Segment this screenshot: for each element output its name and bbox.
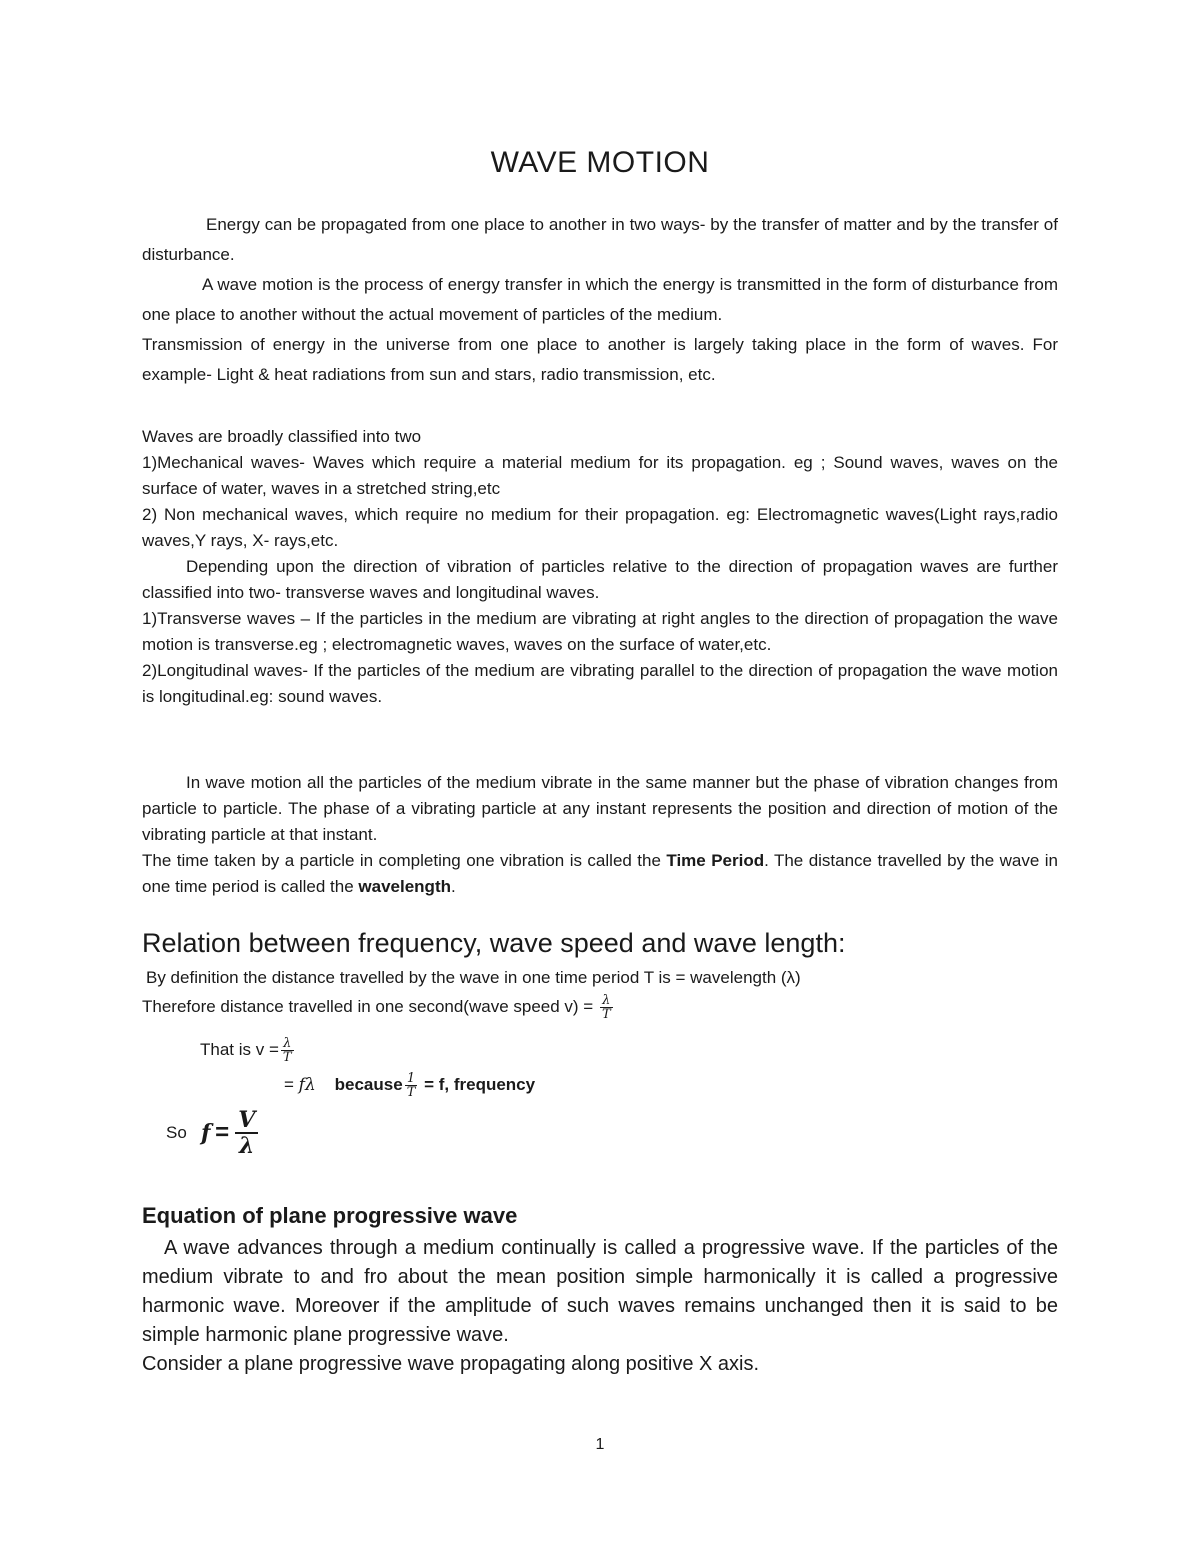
that-is-text: That is v = (200, 1039, 279, 1059)
one-over-T-fraction (405, 1072, 418, 1099)
wavelength-term: wavelength (358, 877, 451, 896)
relation-line-2 (142, 994, 615, 1021)
v-fraction (281, 1037, 294, 1064)
relation-heading: Relation between frequency, wave speed and wave length: (142, 928, 846, 958)
frequency-suffix: = f, frequency (419, 1074, 536, 1094)
intro-section (142, 210, 1058, 390)
non-mechanical-waves-item: 2) Non mechanical waves, which require no medium for their propagation. eg: Electromagnetic waves(Light rays,radio waves,Υ rays, X- rays,etc. (142, 505, 1058, 550)
consider-paragraph: Consider a plane progressive wave propagating along positive X axis. (142, 1353, 760, 1375)
so-f-equation (166, 1108, 258, 1158)
equals-sign: = (215, 1119, 230, 1146)
time-period-text-b: . The distance travelled by the wave in one time period is called the (142, 851, 1058, 896)
equation-section (142, 1234, 1058, 1379)
classification-lead: Waves are broadly classified into two (142, 427, 422, 446)
fraction-denominator: λ (239, 1133, 255, 1159)
classification-section (142, 424, 1058, 710)
time-period-text-a: The time taken by a particle in completing one vibration is called the (142, 851, 667, 870)
f-symbol: f (200, 1120, 211, 1146)
intro-paragraph-3: Transmission of energy in the universe from one place to another is largely taking place in the form of waves. For example- Light & heat radiations from sun and stars, radio transmission, etc. (142, 335, 1058, 384)
intro-paragraph-2: A wave motion is the process of energy transfer in which the energy is transmitted in the form of disturbance from one place to another without the actual movement of particles of the medium. (142, 275, 1058, 324)
eq-prefix: = (284, 1074, 299, 1094)
relation-line-1: By definition the distance travelled by the wave in one time period T is = wavelength (λ) (146, 968, 801, 987)
time-period-paragraph (142, 848, 1058, 900)
fraction-numerator: λ (281, 1037, 294, 1051)
progressive-wave-paragraph: A wave advances through a medium continually is called a progressive wave. If the particles of the medium vibrate to and fro about the mean position simple harmonically it is called a progressive harmonic wave. Moreover if the amplitude of such waves remains unchanged then it is said to be simple harmonic plane progressive wave. (142, 1237, 1058, 1346)
lambda-over-T-fraction (600, 994, 613, 1021)
equation-heading: Equation of plane progressive wave (142, 1203, 518, 1228)
mechanical-waves-item: 1)Mechanical waves- Waves which require a material medium for its propagation. eg ; Sound waves, waves on the surface of water, waves in a stretched string,etc (142, 453, 1058, 498)
longitudinal-waves-item: 2)Longitudinal waves- If the particles of the medium are vibrating parallel to the direction of propagation the wave motion is longitudinal.eg: sound waves. (142, 661, 1058, 706)
intro-paragraph-1: Energy can be propagated from one place to another in two ways- by the transfer of matter and by the transfer of disturbance. (142, 215, 1058, 264)
f-lambda-expression: fλ (298, 1074, 316, 1095)
v-over-lambda-fraction (235, 1108, 258, 1158)
fraction-denominator: T (282, 1050, 292, 1065)
direction-paragraph: Depending upon the direction of vibration of particles relative to the direction of propagation waves are further classified into two- transverse waves and longitudinal waves. (142, 557, 1058, 602)
phase-section (142, 770, 1058, 900)
fraction-numerator: 1 (405, 1072, 418, 1086)
fraction-denominator: T (406, 1085, 416, 1100)
phase-paragraph: In wave motion all the particles of the medium vibrate in the same manner but the phase of vibration changes from particle to particle. The phase of a vibrating particle at any instant represents the position and direction of motion of the vibrating particle at that instant. (142, 773, 1058, 844)
so-word: So (166, 1123, 187, 1142)
fraction-numerator: λ (600, 994, 613, 1008)
time-period-term: Time Period (666, 851, 765, 870)
relation-line-2-text: Therefore distance travelled in one second(wave speed v) = (142, 996, 598, 1016)
fraction-numerator: V (235, 1108, 258, 1134)
page-title: WAVE MOTION (490, 146, 710, 179)
f-lambda-line (284, 1072, 535, 1099)
fraction-denominator: T (601, 1007, 611, 1022)
time-period-text-c: . (451, 877, 456, 896)
page-number: 1 (595, 1436, 605, 1453)
that-is-line (200, 1037, 296, 1064)
because-word: because (334, 1074, 403, 1094)
transverse-waves-item: 1)Transverse waves – If the particles in the medium are vibrating at right angles to the direction of propagation the wave motion is transverse.eg ; electromagnetic waves, waves on the surface of water,etc. (142, 609, 1058, 654)
